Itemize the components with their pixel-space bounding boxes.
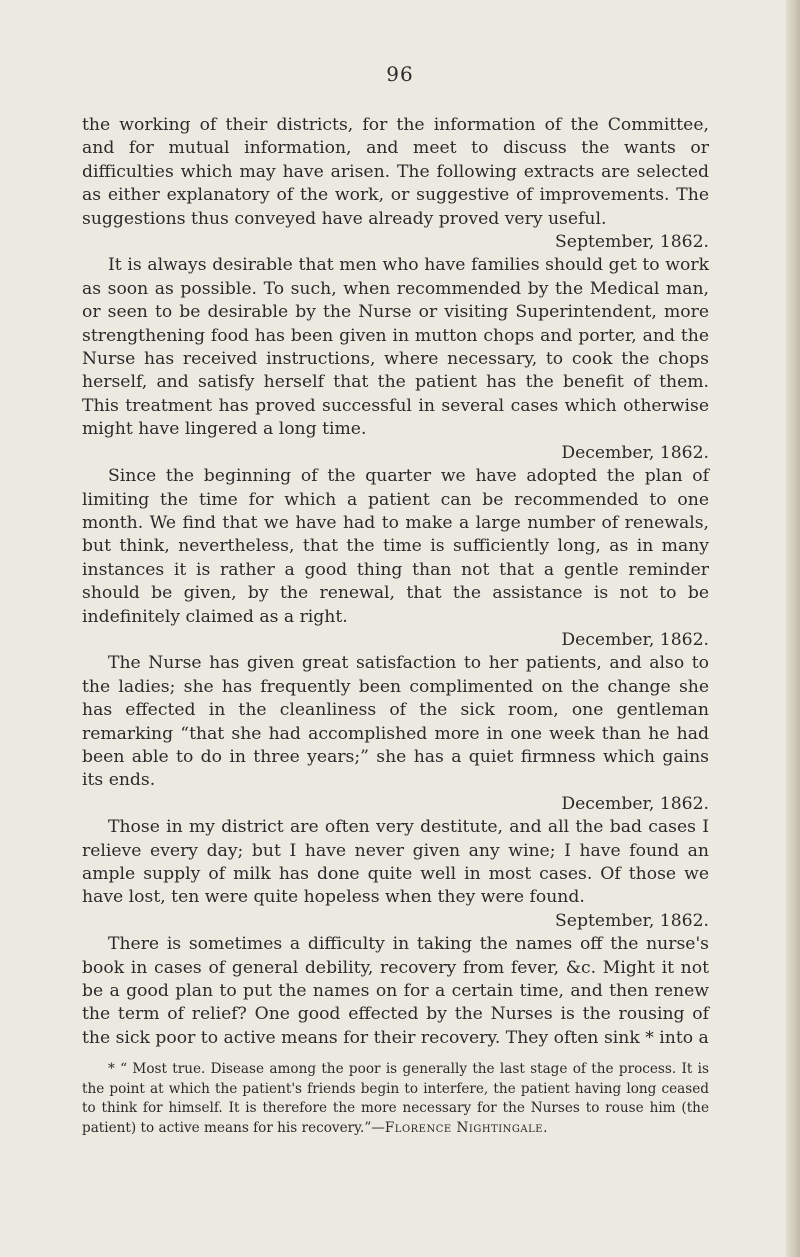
entry	[82, 816, 709, 933]
body-text	[82, 114, 709, 1152]
footnote	[82, 1060, 709, 1138]
date-line: December, 1862.	[561, 629, 709, 650]
paragraph: There is sometimes a difficulty in taking the names off the nurse's book in cases of general debility, recovery from fever, &c. Might it not be a good plan to put the names on for a certain time, and then renew the term of relief? One good effected by the Nurses is the rousing of the sick poor to active means for their recovery. They often sink * into a	[82, 934, 709, 1048]
entry	[82, 254, 709, 465]
date-line: December, 1862.	[561, 442, 709, 463]
page-edge	[786, 0, 800, 1257]
footnote-author: Florence Nightingale.	[384, 1120, 548, 1137]
date-line: September, 1862.	[555, 910, 709, 931]
page-number: 96	[386, 62, 414, 86]
paragraph: Those in my district are often very destitute, and all the bad cases I relieve every day; but I have never given any wine; I have found an ample supply of milk has done quite well in most cases. Of those we have lost, ten were quite hopeless when they were found.	[82, 817, 709, 908]
paragraph: The Nurse has given great satisfaction to her patients, and also to the ladies; she has frequently been complimented on the change she has effected in the cleanliness of the sick room, one gentleman remarking “that she had accomplished more in one week than he had been able to do in three years;” she has a quiet firmness which gains its ends.	[82, 653, 709, 791]
paragraph: It is always desirable that men who have families should get to work as soon as possible. To such, when recommended by the Medical man, or seen to be desirable by the Nurse or visiting Superintendent, more strengthening food has been given in mutton chops and porter, and the Nurse has received instructions, where necessary, to cook the chops herself, and satisfy herself that the patient has the benefit of them. This treatment has proved successful in several cases which otherwise might have lingered a long time.	[82, 255, 709, 440]
entry	[82, 652, 709, 816]
entry	[82, 465, 709, 652]
paragraph: Since the beginning of the quarter we have adopted the plan of limiting the time for which a patient can be recommended to one month. We find that we have had to make a large number of renewals, but think, nevertheless, that the time is sufficiently long, as in many instances it is rather a good thing than not that a gentle reminder should be given, by the renewal, that the assistance is not to be indefinitely claimed as a right.	[82, 466, 709, 627]
footnote-text: * “ Most true. Disease among the poor is generally the last stage of the process. It is the point at which the patient's friends begin to interfere, the patient having long ceased to think for himself. It is therefore the more necessary for the Nurses to rouse him (the patient) to active means for his recovery.”—	[82, 1061, 709, 1137]
paragraph: the working of their districts, for the information of the Committee, and for mutual information, and meet to discuss the wants or difficulties which may have arisen. The following extracts are selected as either explanatory of the work, or suggestive of improvements. The suggestions thus conveyed have already proved very useful.	[82, 115, 709, 229]
date-line: September, 1862.	[555, 232, 709, 253]
date-line: December, 1862.	[561, 793, 709, 814]
entry	[82, 933, 709, 1050]
entry	[82, 114, 709, 254]
